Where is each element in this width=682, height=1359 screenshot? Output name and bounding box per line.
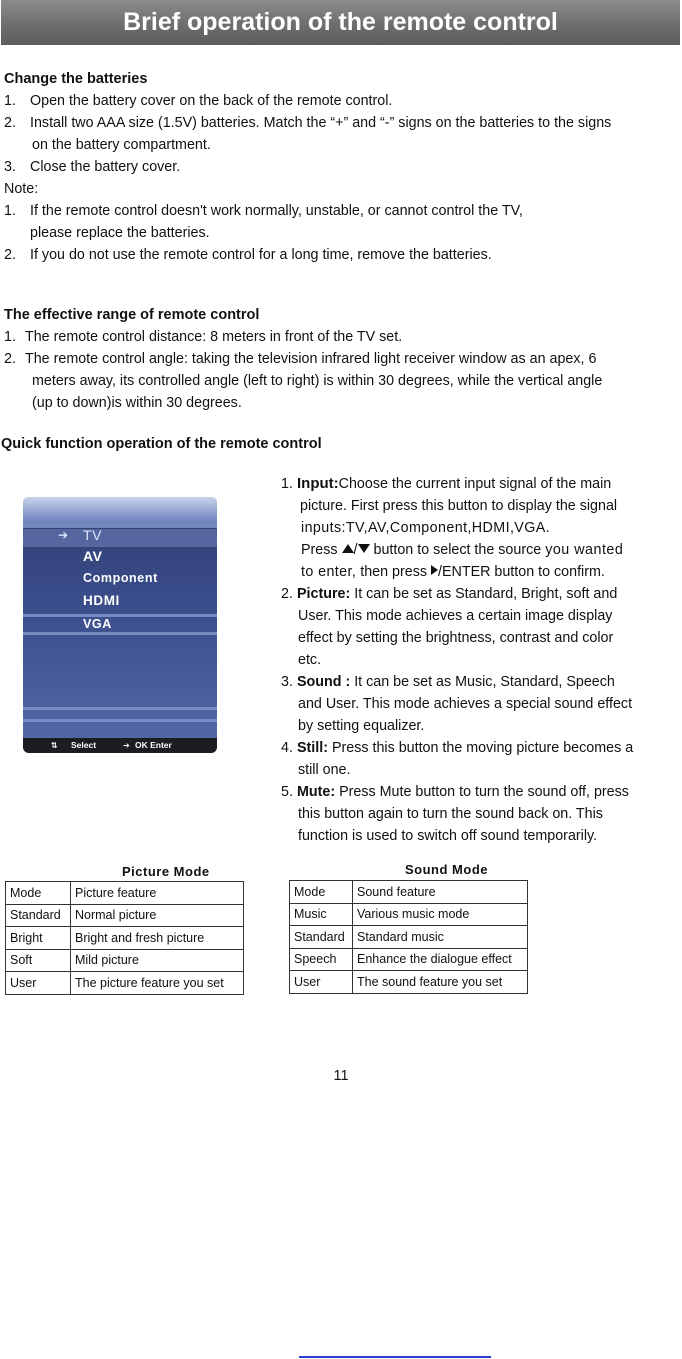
quick-function-heading: Quick function operation of the remote control (1, 436, 322, 452)
menu-stripe (23, 523, 217, 528)
menu-item-hdmi[interactable]: HDMI (83, 593, 120, 608)
menu-stripe (23, 719, 217, 722)
input-label: Input: (297, 475, 339, 492)
menu-stripe (23, 614, 217, 617)
picture-desc: 2. Picture: It can be set as Standard, Bright, soft and (281, 586, 618, 602)
footer-select-label: Select (71, 740, 97, 750)
batteries-heading: Change the batteries (4, 71, 148, 87)
table-cell: Various music mode (353, 903, 528, 926)
table-row (290, 881, 528, 904)
footer-divider (299, 1356, 491, 1358)
table-cell: Mode (290, 881, 353, 904)
input-menu-screenshot (23, 497, 217, 753)
table-cell: Sound feature (353, 881, 528, 904)
mute-desc-line: this button again to turn the sound back on. This (298, 806, 603, 822)
down-arrow-icon (358, 544, 370, 553)
table-cell: Standard (6, 904, 71, 927)
input-desc-press: Press / button to select the source you wanted (301, 542, 624, 558)
menu-item-component[interactable]: Component (83, 571, 158, 585)
picture-desc-line: User. This mode achieves a certain image display (298, 608, 613, 624)
sound-desc: 3. Sound : It can be set as Music, Standard, Speech (281, 674, 615, 690)
table-row (6, 949, 244, 972)
up-down-arrows-icon: ⇅ (51, 741, 58, 750)
table-cell: Bright and fresh picture (71, 927, 244, 950)
table-cell: User (6, 972, 71, 995)
table-row (6, 972, 244, 995)
table-row (6, 927, 244, 950)
menu-footer (23, 738, 217, 753)
menu-item-av[interactable]: AV (83, 548, 103, 564)
table-cell: Normal picture (71, 904, 244, 927)
still-label: Still: (297, 740, 328, 756)
menu-highlight-band (23, 529, 217, 547)
range-item-2-cont-1: meters away, its controlled angle (left to right) is within 30 degrees, while the vertical angle (32, 373, 603, 389)
input-desc-line: picture. First press this button to display the signal (300, 498, 618, 514)
footer-ok-label: OK Enter (135, 740, 172, 750)
up-arrow-icon (342, 544, 354, 553)
battery-step-1: 1. Open the battery cover on the back of the remote control. (4, 93, 393, 109)
page-number: 11 (333, 1068, 349, 1084)
picture-desc-line: etc. (298, 652, 322, 668)
input-desc-line: inputs:TV,AV,Component,HDMI,VGA. (301, 520, 551, 536)
sound-desc-line: and User. This mode achieves a special sound effect (298, 696, 633, 712)
page-title-banner: Brief operation of the remote control (1, 0, 680, 45)
table-cell: Mode (6, 882, 71, 905)
table-row (290, 948, 528, 971)
battery-step-3: 3. Close the battery cover. (4, 159, 181, 175)
note-label: Note: (4, 181, 39, 197)
still-desc: 4. Still: Press this button the moving picture becomes a (281, 740, 634, 756)
picture-mode-table (5, 881, 244, 995)
still-desc-line: still one. (298, 762, 351, 778)
sound-label: Sound : (297, 674, 351, 690)
range-item-2: 2. The remote control angle: taking the television infrared light receiver window as an apex, 6 (4, 351, 597, 367)
input-desc-enter: to enter, then press /ENTER button to confirm. (301, 564, 605, 580)
input-desc: 1. Input:Choose the current input signal of the main (281, 475, 612, 492)
table-row (290, 903, 528, 926)
menu-stripe (23, 707, 217, 710)
sound-mode-caption: Sound Mode (405, 862, 488, 877)
function-descriptions (281, 473, 677, 847)
table-row (6, 882, 244, 905)
table-row (6, 904, 244, 927)
table-cell: The sound feature you set (353, 971, 528, 994)
menu-item-tv[interactable]: TV (83, 527, 103, 543)
sound-desc-line: by setting equalizer. (298, 718, 425, 734)
mute-desc: 5. Mute: Press Mute button to turn the sound off, press (281, 784, 629, 800)
range-heading: The effective range of remote control (4, 307, 260, 323)
picture-label: Picture: (297, 586, 351, 602)
note-2: 2. If you do not use the remote control for a long time, remove the batteries. (4, 247, 492, 263)
table-cell: Bright (6, 927, 71, 950)
table-row (290, 971, 528, 994)
picture-desc-line: effect by setting the brightness, contrast and color (298, 630, 614, 646)
menu-item-vga[interactable]: VGA (83, 617, 112, 631)
pointer-arrow-icon: ➔ (58, 528, 69, 542)
menu-title-bar (23, 497, 217, 523)
range-section (4, 304, 678, 414)
menu-stripe (23, 632, 217, 635)
mute-label: Mute: (297, 784, 336, 800)
table-cell: The picture feature you set (71, 972, 244, 995)
right-arrow-icon: ➔ (123, 741, 130, 750)
note-1-cont: please replace the batteries. (30, 225, 210, 241)
battery-step-2: 2. Install two AAA size (1.5V) batteries. Match the “+” and “-” signs on the batteries to the signs (4, 115, 612, 131)
table-cell: Enhance the dialogue effect (353, 948, 528, 971)
sound-mode-table (289, 880, 528, 994)
table-cell: Music (290, 903, 353, 926)
table-cell: Picture feature (71, 882, 244, 905)
table-cell: Standard music (353, 926, 528, 949)
table-row (290, 926, 528, 949)
table-cell: User (290, 971, 353, 994)
mute-desc-line: function is used to switch off sound temporarily. (298, 828, 598, 844)
table-cell: Mild picture (71, 949, 244, 972)
table-cell: Speech (290, 948, 353, 971)
picture-mode-caption: Picture Mode (122, 864, 210, 879)
range-item-2-cont-2: (up to down)is within 30 degrees. (32, 395, 242, 411)
note-1: 1. If the remote control doesn't work normally, unstable, or cannot control the TV, (4, 203, 523, 219)
right-triangle-icon (431, 565, 438, 575)
battery-step-2-cont: on the battery compartment. (32, 137, 211, 153)
range-item-1: 1. The remote control distance: 8 meters in front of the TV set. (4, 329, 403, 345)
table-cell: Standard (290, 926, 353, 949)
table-cell: Soft (6, 949, 71, 972)
batteries-section (4, 68, 678, 266)
